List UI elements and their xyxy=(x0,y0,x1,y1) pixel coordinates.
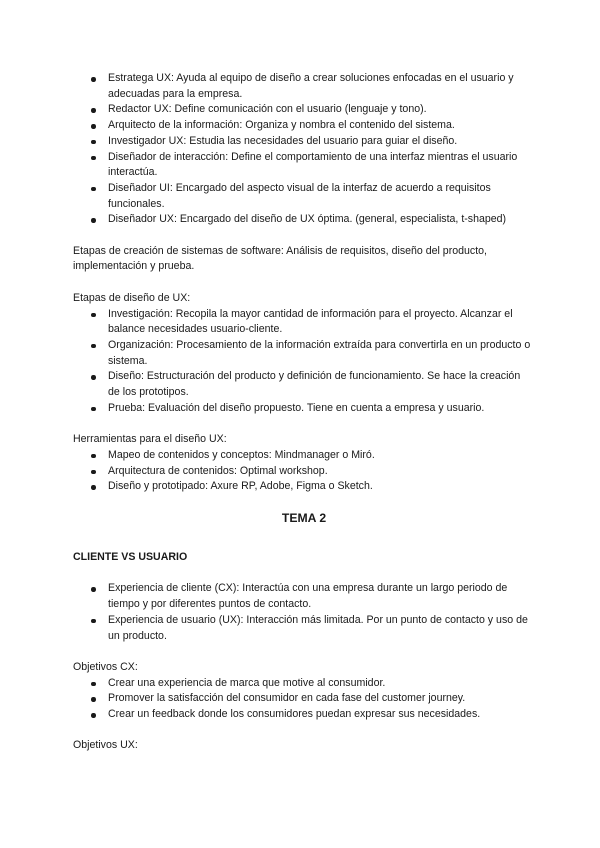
list-item: Arquitecto de la información: Organiza y nombra el contenido del sistema. xyxy=(73,118,533,134)
list-item: Mapeo de contenidos y conceptos: Mindmanager o Miró. xyxy=(73,448,533,464)
cliente-usuario-list xyxy=(73,581,533,644)
list-item: Prueba: Evaluación del diseño propuesto. Tiene en cuenta a empresa y usuario. xyxy=(73,401,533,417)
list-item: Diseño: Estructuración del producto y definición de funcionamiento. Se hace la creación de los prototipos. xyxy=(73,369,533,400)
bullet-icon xyxy=(91,140,96,145)
bullet-icon xyxy=(91,187,96,192)
bullet-icon xyxy=(91,407,96,412)
list-item: Promover la satisfacción del consumidor en cada fase del customer journey. xyxy=(73,691,533,707)
bullet-icon xyxy=(91,108,96,113)
list-item: Redactor UX: Define comunicación con el usuario (lenguaje y tono). xyxy=(73,102,533,118)
bullet-icon xyxy=(91,470,96,475)
bullet-icon xyxy=(91,77,96,82)
list-item: Crear un feedback donde los consumidores puedan expresar sus necesidades. xyxy=(73,707,533,723)
list-item: Investigación: Recopila la mayor cantidad de información para el proyecto. Alcanzar el balance necesidades usuario-cliente. xyxy=(73,307,533,338)
bullet-icon xyxy=(91,454,96,459)
bullet-icon xyxy=(91,124,96,129)
bullet-icon xyxy=(91,485,96,490)
cliente-vs-usuario-heading: CLIENTE VS USUARIO xyxy=(73,551,188,564)
list-item: Diseñador UI: Encargado del aspecto visual de la interfaz de acuerdo a requisitos funcionales. xyxy=(73,181,533,212)
document-content xyxy=(73,71,533,754)
list-item: Diseñador UX: Encargado del diseño de UX óptima. (general, especialista, t-shaped) xyxy=(73,212,533,228)
bullet-icon xyxy=(91,156,96,161)
list-item: Experiencia de cliente (CX): Interactúa con una empresa durante un largo periodo de tiempo y por diferentes puntos de contacto. xyxy=(73,581,533,612)
objetivos-cx-heading: Objetivos CX: xyxy=(73,660,138,673)
list-item: Estratega UX: Ayuda al equipo de diseño a crear soluciones enfocadas en el usuario y adecuadas para la empresa. xyxy=(73,71,533,102)
bullet-icon xyxy=(91,587,96,592)
tema-title: TEMA 2 xyxy=(281,510,327,525)
list-item: Arquitectura de contenidos: Optimal workshop. xyxy=(73,464,533,480)
list-item: Diseño y prototipado: Axure RP, Adobe, Figma o Sketch. xyxy=(73,479,533,495)
bullet-icon xyxy=(91,313,96,318)
bullet-icon xyxy=(91,218,96,223)
bullet-icon xyxy=(91,713,96,718)
list-item: Experiencia de usuario (UX): Interacción más limitada. Por un punto de contacto y uso de un producto. xyxy=(73,613,533,644)
herramientas-heading: Herramientas para el diseño UX: xyxy=(73,433,227,446)
ux-roles-list xyxy=(73,71,533,228)
bullet-icon xyxy=(91,375,96,380)
list-item: Diseñador de interacción: Define el comportamiento de una interfaz mientras el usuario interactúa. xyxy=(73,150,533,181)
etapas-ux-heading: Etapas de diseño de UX: xyxy=(73,291,191,304)
objetivos-ux-heading: Objetivos UX: xyxy=(73,739,138,752)
list-item: Crear una experiencia de marca que motive al consumidor. xyxy=(73,676,533,692)
bullet-icon xyxy=(91,682,96,687)
etapas-ux-list xyxy=(73,307,533,417)
bullet-icon xyxy=(91,344,96,349)
etapas-software-paragraph: Etapas de creación de sistemas de software: Análisis de requisitos, diseño del producto, implementación y prueba. xyxy=(73,244,487,273)
herramientas-list xyxy=(73,448,533,495)
objetivos-cx-list xyxy=(73,676,533,723)
list-item: Organización: Procesamiento de la información extraída para convertirla en un producto o sistema. xyxy=(73,338,533,369)
list-item: Investigador UX: Estudia las necesidades del usuario para guiar el diseño. xyxy=(73,134,533,150)
bullet-icon xyxy=(91,697,96,702)
bullet-icon xyxy=(91,619,96,624)
